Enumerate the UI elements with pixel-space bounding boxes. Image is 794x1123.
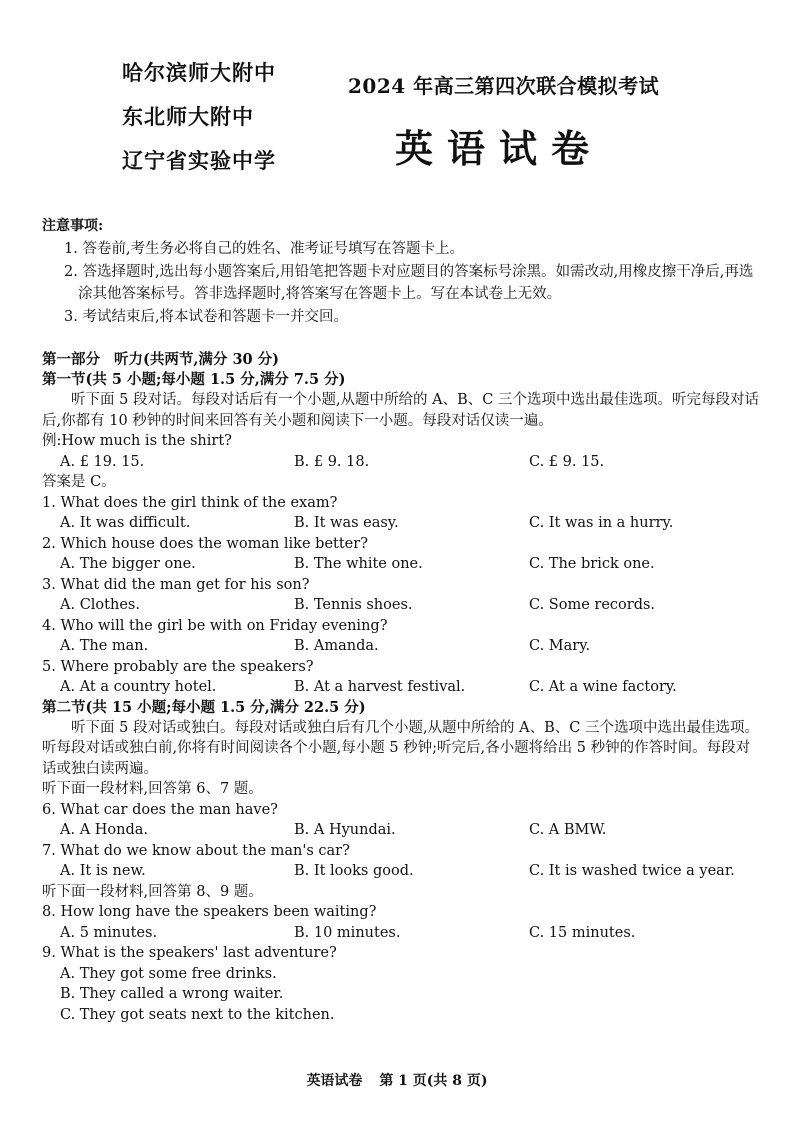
footer-page-number: 第 1 页(共 8 页) [379, 1073, 488, 1089]
option-a: A. The bigger one. [60, 556, 196, 572]
option-b: B. A Hyundai. [294, 822, 396, 838]
option-c: C. The brick one. [529, 556, 655, 572]
part-subtitle: 听力(共两节,满分 30 分) [114, 351, 280, 368]
option-b: B. Tennis shoes. [294, 597, 413, 613]
part-number: 第一部分 [42, 351, 100, 368]
question-stem: 7. What do we know about the man's car? [42, 842, 350, 859]
option-c: C. They got seats next to the kitchen. [60, 1006, 335, 1023]
question-stem: 1. What does the girl think of the exam? [42, 494, 338, 511]
exam-content [42, 214, 762, 1025]
option-a: A. Clothes. [60, 597, 140, 613]
page-footer [0, 1070, 794, 1090]
section-two-instructions: 听下面 5 段对话或独白。每段对话或独白后有几个小题,从题中所给的 A、B、C 三个选项中选出最佳选项。听每段对话或独白前,你将有时间阅读各个小题,每小题 5 秒钟;听完后,各小题将给出 5 秒钟的作答时间。每段对话或独白读两遍。 [42, 719, 759, 777]
question-options [42, 677, 762, 698]
option-c: C. Some records. [529, 597, 656, 613]
option-c: C. £ 9. 15. [529, 453, 605, 470]
option-a: A. It was difficult. [60, 515, 191, 531]
option-b: B. 10 minutes. [294, 924, 401, 941]
school-list [122, 60, 276, 192]
option-c: C. It is washed twice a year. [529, 863, 735, 879]
option-c: C. Mary. [529, 638, 591, 654]
exam-title: 2024 年高三第四次联合模拟考试 [348, 74, 660, 98]
question-stem: 2. Which house does the woman like better? [42, 535, 368, 552]
option-b: B. The white one. [294, 556, 423, 572]
question-options [42, 923, 762, 944]
notice-item: 1. 答卷前,考生务必将自己的姓名、准考证号填写在答题卡上。 [64, 241, 465, 257]
question-options [42, 513, 762, 534]
material-note: 听下面一段材料,回答第 6、7 题。 [42, 781, 263, 797]
question-options [42, 554, 762, 575]
option-c: C. 15 minutes. [529, 924, 636, 941]
exam-header [0, 0, 794, 200]
option-c: C. At a wine factory. [529, 679, 677, 695]
question-stem: 5. Where probably are the speakers? [42, 658, 314, 675]
option-b: B. Amanda. [294, 638, 379, 654]
option-b: B. At a harvest festival. [294, 679, 466, 695]
question-stem: 9. What is the speakers' last adventure? [42, 945, 337, 961]
footer-subject: 英语试卷 [306, 1073, 363, 1089]
school-name: 辽宁省实验中学 [122, 149, 276, 173]
school-name: 哈尔滨师大附中 [122, 61, 276, 85]
listening-part [42, 350, 762, 1025]
subject-title: 英语试卷 [395, 127, 604, 171]
example-options [42, 452, 762, 473]
question-options [42, 820, 762, 841]
notice-item: 2. 答选择题时,选出每小题答案后,用铅笔把答题卡对应题目的答案标号涂黑。如需改动,用橡皮擦干净后,再选涂其他答案标号。答非选择题时,将答案写在答题卡上。写在本试卷上无效。 [64, 263, 754, 302]
question-stem: 8. How long have the speakers been waiting? [42, 904, 377, 920]
option-c: C. A BMW. [529, 822, 607, 838]
section-one-heading: 第一节(共 5 小题;每小题 1.5 分,满分 7.5 分) [42, 371, 346, 388]
notice-block [42, 214, 762, 328]
option-a: A. At a country hotel. [60, 679, 217, 695]
material-note: 听下面一段材料,回答第 8、9 题。 [42, 883, 263, 900]
question-options [42, 861, 762, 882]
notice-title: 注意事项: [42, 218, 104, 234]
example-answer: 答案是 C。 [42, 474, 116, 490]
option-a: A. The man. [60, 638, 149, 654]
question-stem: 6. What car does the man have? [42, 801, 278, 818]
section-one-instructions: 听下面 5 段对话。每段对话后有一个小题,从题中所给的 A、B、C 三个选项中选出最佳选项。听完每段对话后,你都有 10 秒钟的时间来回答有关小题和阅读下一小题。每段对话仅读一遍。 [42, 392, 759, 429]
option-a: A. £ 19. 15. [60, 453, 145, 470]
example-question: 例:How much is the shirt? [42, 433, 232, 449]
notice-item: 3. 考试结束后,将本试卷和答题卡一并交回。 [64, 308, 349, 325]
question-options [42, 595, 762, 616]
option-b: B. It looks good. [294, 863, 414, 879]
section-two-heading: 第二节(共 15 小题;每小题 1.5 分,满分 22.5 分) [42, 698, 366, 716]
option-b: B. £ 9. 18. [294, 453, 370, 470]
option-c: C. It was in a hurry. [529, 515, 674, 531]
option-a: A. It is new. [60, 863, 146, 879]
question-stem: 4. Who will the girl be with on Friday evening? [42, 617, 388, 634]
option-a: A. A Honda. [60, 822, 149, 838]
question-stem: 3. What did the man get for his son? [42, 576, 310, 593]
question-options [42, 636, 762, 657]
option-a: A. 5 minutes. [60, 924, 158, 941]
option-a: A. They got some free drinks. [60, 965, 277, 982]
option-b: B. They called a wrong waiter. [60, 986, 284, 1002]
part-title [42, 350, 762, 370]
option-b: B. It was easy. [294, 515, 399, 531]
school-name: 东北师大附中 [122, 105, 254, 129]
